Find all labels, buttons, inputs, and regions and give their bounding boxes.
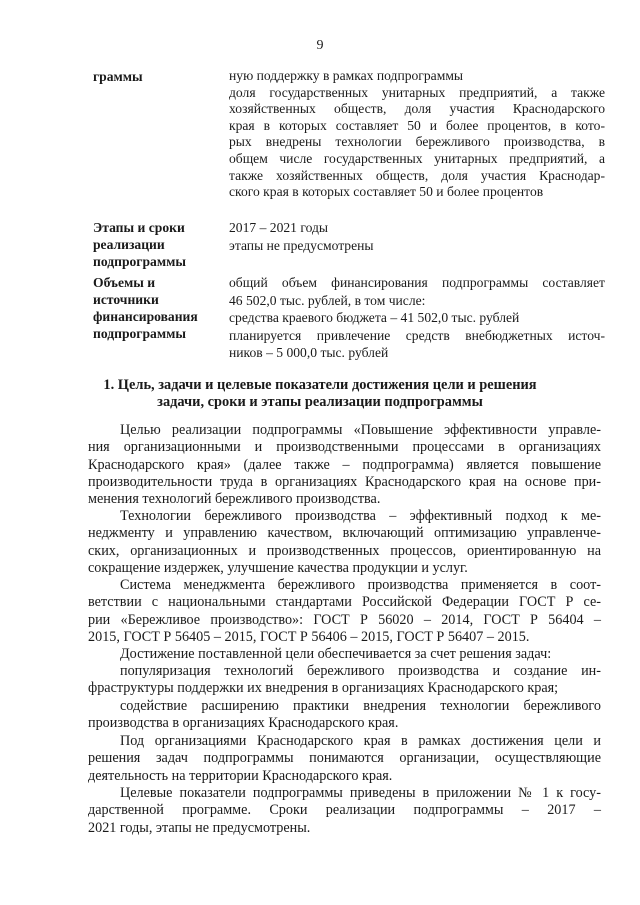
text-line: этапы не предусмотрены bbox=[229, 238, 374, 253]
text-line: средства краевого бюджета – 41 502,0 тыс. рублей bbox=[229, 310, 520, 325]
passport-value-financing bbox=[229, 274, 605, 362]
text-line: края в которых составляет 50 и более процентов, в кото- bbox=[229, 117, 605, 133]
text-line: ников – 5 000,0 тыс. рублей bbox=[229, 345, 389, 360]
text-line: доля государственных унитарных предприятий, а также bbox=[229, 84, 605, 100]
text-line: неджменту и управлению качеством, включающий оптимизацию управленче- bbox=[88, 525, 601, 542]
text-line: Целью реализации подпрограммы «Повышение эффективности управле- bbox=[120, 422, 601, 438]
text-line: рии «Бережливое производство»: ГОСТ Р 56020 – 2014, ГОСТ Р 56404 – bbox=[88, 611, 601, 628]
text-line: рых внедрены технологии бережливого производства, в bbox=[229, 134, 605, 150]
text-line: общий объем финансирования подпрограммы составляет bbox=[229, 275, 605, 290]
text-line: Технологии бережливого производства – эффективный подход к ме- bbox=[120, 508, 601, 524]
heading-line: задачи, сроки и этапы реализации подпрограммы bbox=[157, 394, 483, 410]
passport-value-indicators bbox=[229, 68, 605, 201]
paragraph-task-2 bbox=[88, 698, 601, 733]
heading-line: 1. Цель, задачи и целевые показатели достижения цели и решения bbox=[103, 377, 537, 393]
page-number: 9 bbox=[316, 38, 324, 53]
text-line: Система менеджмента бережливого производства применяется в соот- bbox=[120, 577, 601, 593]
passport-label-stages: Этапы и сроки реализации подпрограммы bbox=[93, 220, 186, 269]
text-line: 2017 – 2021 годы bbox=[229, 220, 329, 235]
text-line: дарственной программе. Сроки реализации подпрограммы – 2017 – bbox=[88, 802, 601, 819]
text-line: фраструктуры поддержки их внедрения в организациях Краснодарского края; bbox=[88, 680, 559, 697]
text-line: также хозяйственных обществ, доля участия Краснодар- bbox=[229, 167, 605, 183]
passport-label-financing: Объемы и источники финансирования подпрограммы bbox=[93, 275, 198, 341]
text-line: хозяйственных обществ, доля участия Краснодарского bbox=[229, 101, 605, 117]
paragraph-task-1 bbox=[88, 663, 601, 698]
text-line: Краснодарского края» (далее также – подпрограмма) является повышение bbox=[88, 456, 601, 473]
text-line: общем числе государственных унитарных предприятий, а bbox=[229, 150, 605, 166]
passport-value-stages bbox=[229, 219, 605, 255]
text-line: 2021 годы, этапы не предусмотрены. bbox=[88, 819, 311, 836]
text-line: производства в организациях Краснодарского края. bbox=[88, 715, 399, 732]
text-line: содействие расширению практики внедрения технологии бережливого bbox=[120, 698, 601, 714]
text-line: 2015, ГОСТ Р 56405 – 2015, ГОСТ Р 56406 – 2015, ГОСТ Р 56407 – 2015. bbox=[88, 628, 530, 645]
text-line: ную поддержку в рамках подпрограммы bbox=[229, 68, 464, 83]
text-line: деятельность на территории Краснодарского края. bbox=[88, 767, 393, 784]
text-line: решения задач подпрограммы понимаются организации, осуществляющие bbox=[88, 750, 601, 767]
text-line: производительности труда в организациях Краснодарского края на основе при- bbox=[88, 473, 601, 490]
passport-label-indicators: граммы bbox=[93, 69, 143, 84]
text-line: Целевые показатели подпрограммы приведены в приложении № 1 к госу- bbox=[120, 785, 601, 801]
paragraph-target-indicators bbox=[88, 785, 601, 837]
text-line: популяризация технологий бережливого производства и создание ин- bbox=[120, 663, 601, 679]
text-line: Под организациями Краснодарского края в рамках достижения цели и bbox=[120, 733, 601, 749]
text-line: ветствии с национальными стандартами Российской Федерации ГОСТ Р се- bbox=[88, 594, 601, 611]
text-line: менения технологий бережливого производства. bbox=[88, 491, 381, 508]
text-line: ния организационными и производственными процессами в организациях bbox=[88, 439, 601, 456]
text-line: Достижение поставленной цели обеспечивается за счет решения задач: bbox=[120, 646, 552, 662]
paragraph-organizations bbox=[88, 733, 601, 785]
paragraph-standards bbox=[88, 577, 601, 646]
section-heading bbox=[0, 377, 640, 411]
text-line: 46 502,0 тыс. рублей, в том числе: bbox=[229, 292, 426, 308]
text-line: планируется привлечение средств внебюджетных источ- bbox=[229, 327, 605, 343]
paragraph-tasks-intro bbox=[88, 646, 601, 663]
paragraph-lean-technologies bbox=[88, 508, 601, 577]
paragraph-goal bbox=[88, 422, 601, 508]
text-line: сокращение издержек, улучшение качества продукции и услуг. bbox=[88, 559, 468, 576]
text-line: ского края в которых составляет 50 и более процентов bbox=[229, 184, 544, 200]
text-line: ских, организационных и производственных процессов, ориентированную на bbox=[88, 542, 601, 559]
